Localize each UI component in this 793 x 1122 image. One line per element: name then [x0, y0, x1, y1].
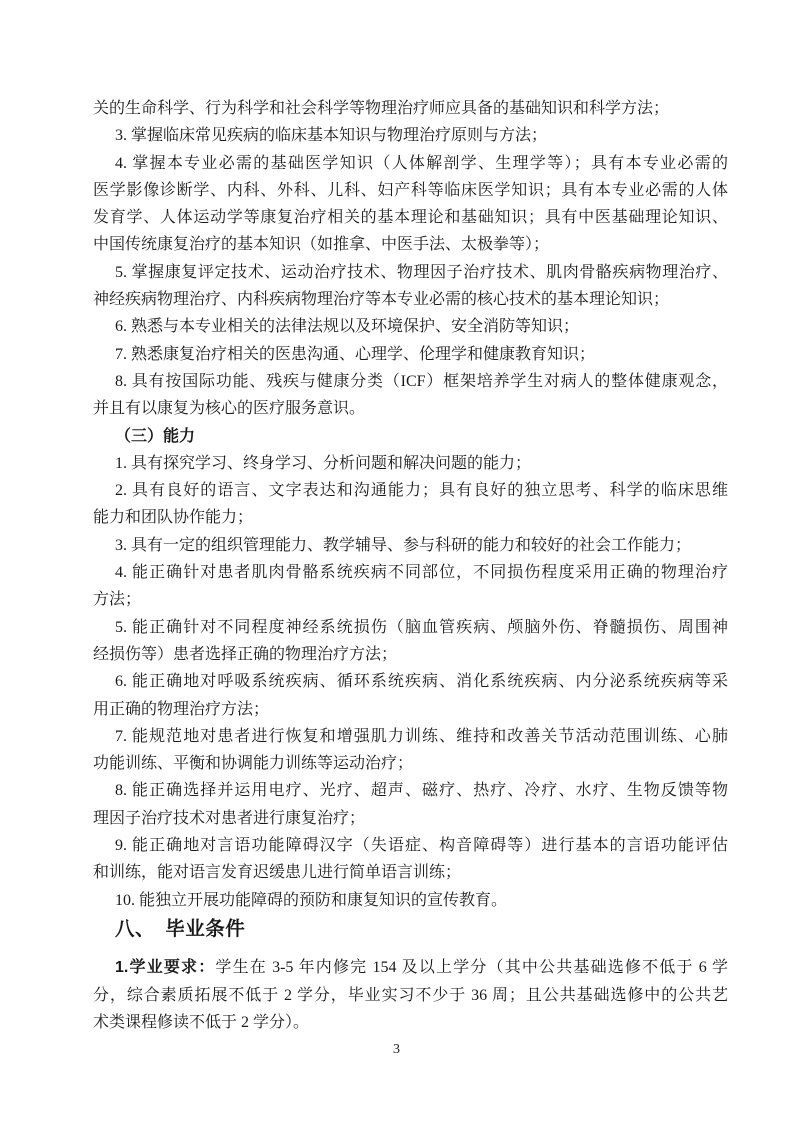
- text-line: 6. 能正确地对呼吸系统疾病、循环系统疾病、消化系统疾病、内分泌系统疾病等采: [115, 673, 728, 691]
- chapter-heading-graduation: 八、 毕业条件: [115, 917, 246, 940]
- text-line: 9. 能正确地对言语功能障碍汉字（失语症、构音障碍等）进行基本的言语功能评估: [115, 837, 728, 855]
- text-line: 关的生命科学、行为科学和社会科学等物理治疗师应具备的基础知识和科学方法；: [93, 100, 670, 117]
- text-line: 5. 能正确针对不同程度神经系统损伤（脑血管疾病、颅脑外伤、脊髓损伤、周围神: [115, 618, 728, 636]
- text-line: 神经疾病物理治疗、内科疾病物理治疗等本专业必需的核心技术的基本理论知识；: [93, 291, 670, 309]
- text-line: 3. 具有一定的组织管理能力、教学辅导、参与科研的能力和较好的社会工作能力；: [115, 536, 692, 554]
- text-line: 1. 具有探究学习、终身学习、分析问题和解决问题的能力；: [115, 454, 532, 472]
- text-line: 理因子治疗技术对患者进行康复治疗；: [93, 809, 366, 827]
- text-run: 学生在 3-5 年内修完 154 及以上学分（其中公共基础选修不低于 6 学: [215, 959, 728, 977]
- text-line: 4. 能正确针对患者肌肉骨骼系统疾病不同部位，不同损伤程度采用正确的物理治疗: [115, 564, 728, 582]
- text-line: 7. 熟悉康复治疗相关的医患沟通、心理学、伦理学和健康教育知识；: [115, 345, 596, 363]
- text-line: 3. 掌握临床常见疾病的临床基本知识与物理治疗原则与方法；: [115, 127, 548, 145]
- text-line: 2. 具有良好的语言、文字表达和沟通能力；具有良好的独立思考、科学的临床思维: [115, 482, 728, 500]
- text-line: 7. 能规范地对患者进行恢复和增强肌力训练、维持和改善关节活动范围训练、心肺: [115, 727, 728, 745]
- text-line: [93, 954, 728, 981]
- section-heading-ability: （三）能力: [115, 427, 196, 445]
- text-line: 6. 熟悉与本专业相关的法律法规以及环境保护、安全消防等知识；: [115, 318, 580, 336]
- text-line: 方法；: [93, 591, 142, 609]
- text-line: 分，综合素质拓展不低于 2 学分，毕业实习不少于 36 周；且公共基础选修中的公共艺: [93, 986, 728, 1004]
- text-line: 医学影像诊断学、内科、外科、儿科、妇产科等临床医学知识；具有本专业必需的人体: [93, 181, 728, 199]
- bold-run-label: 1.学业要求：: [115, 959, 216, 977]
- text-line: 8. 能正确选择并运用电疗、光疗、超声、磁疗、热疗、冷疗、水疗、生物反馈等物: [115, 782, 728, 800]
- text-line: 经损伤等）患者选择正确的物理治疗方法；: [93, 645, 398, 663]
- text-line: 术类课程修读不低于 2 学分）。: [93, 1013, 310, 1031]
- text-line: 能力和团队协作能力；: [93, 509, 254, 527]
- page-number: 3: [393, 1042, 400, 1057]
- text-line: 5. 掌握康复评定技术、运动治疗技术、物理因子治疗技术、肌肉骨骼疾病物理治疗、: [115, 263, 728, 281]
- text-line: 发育学、人体运动学等康复治疗相关的基本理论和基础知识；具有中医基础理论知识、: [93, 209, 728, 227]
- text-line: 中国传统康复治疗的基本知识（如推拿、中医手法、太极拳等）；: [93, 236, 550, 254]
- text-line: 并且有以康复为核心的医疗服务意识。: [93, 400, 366, 418]
- text-line: 10. 能独立开展功能障碍的预防和康复知识的宣传教育。: [115, 891, 508, 909]
- text-line: 和训练，能对语言发育迟缓患儿进行简单语言训练；: [93, 864, 462, 882]
- document-text: [93, 95, 728, 1036]
- text-line: 8. 具有按国际功能、残疾与健康分类（ICF）框架培养学生对病人的整体健康观念，: [115, 372, 728, 390]
- text-line: 4. 掌握本专业必需的基础医学知识（人体解剖学、生理学等）；具有本专业必需的: [115, 154, 728, 172]
- text-line: 用正确的物理治疗方法；: [93, 700, 270, 718]
- text-line: 功能训练、平衡和协调能力训练等运动治疗；: [93, 755, 414, 773]
